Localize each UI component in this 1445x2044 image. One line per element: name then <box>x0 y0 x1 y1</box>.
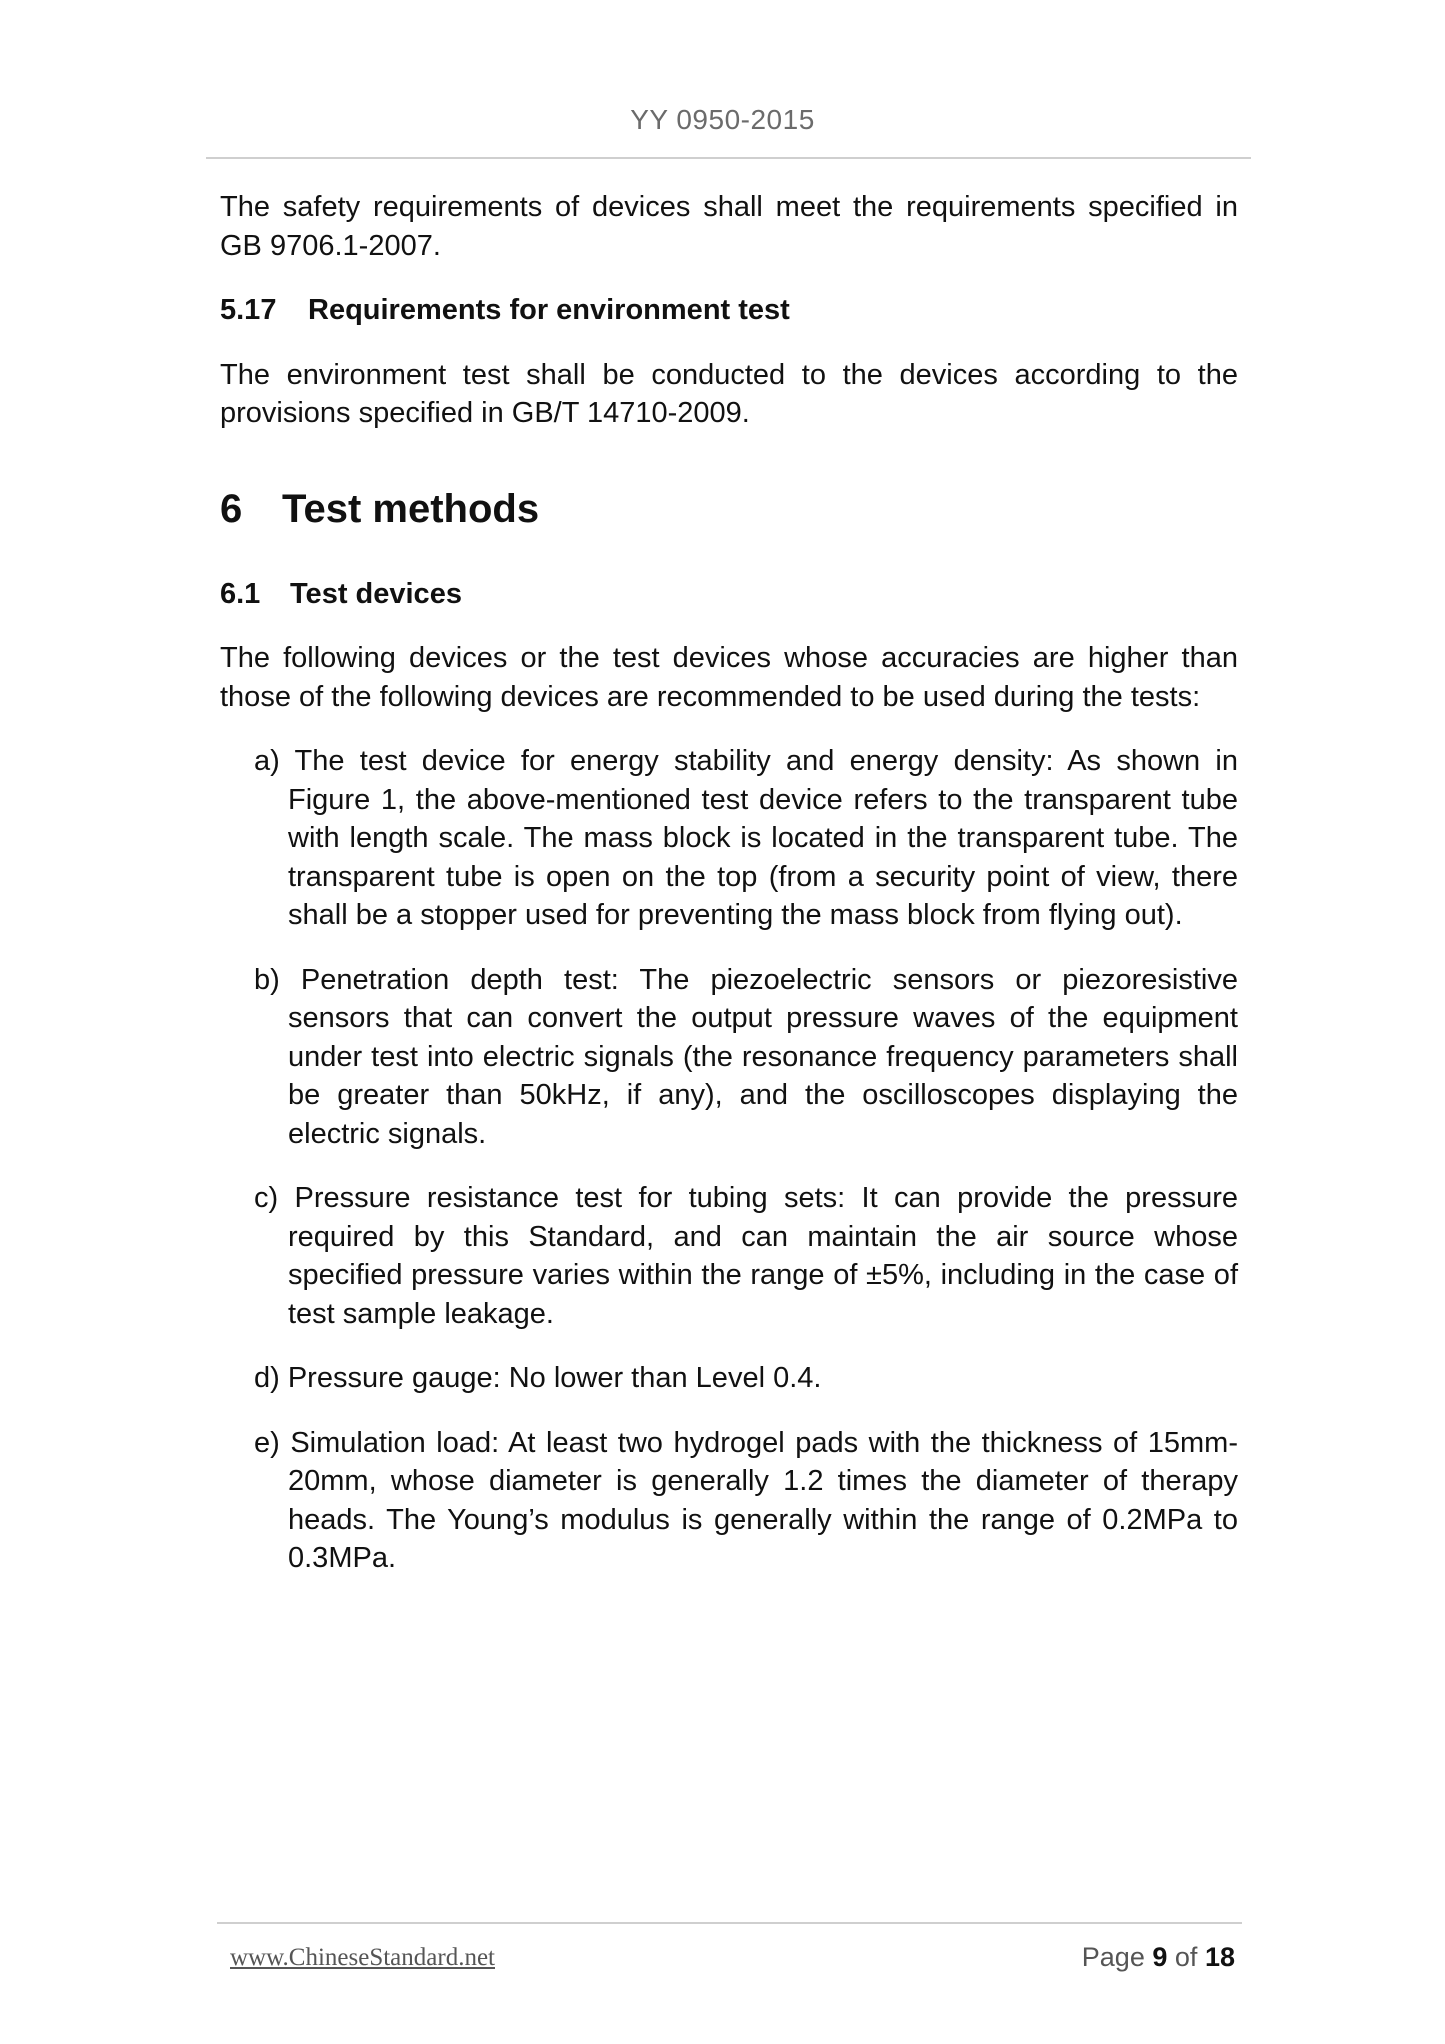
heading-number: 5.17 <box>220 294 277 326</box>
page-number <box>1082 1942 1235 1973</box>
heading-5-17 <box>220 291 1238 330</box>
list-item-d: d) Pressure gauge: No lower than Level 0.4. <box>254 1362 822 1394</box>
paragraph-intro: The following devices or the test devices whose accuracies are higher than those of the following devices are recommended to be used during the tests: <box>220 642 1238 713</box>
document-id-header: YY 0950-2015 <box>630 104 815 135</box>
list-item-b: b) Penetration depth test: The piezoelectric sensors or piezoresistive sensors that can convert the output pressure waves of the equipment under test into electric signals (the resonance frequency parameters shall be greater than 50kHz, if any), and the oscilloscopes displaying the electric signals. <box>254 963 1238 1150</box>
heading-title: Test devices <box>290 577 462 610</box>
page-of: of <box>1174 1942 1198 1972</box>
heading-title: Requirements for environment test <box>308 294 790 326</box>
page-content <box>220 188 1238 1604</box>
page-current: 9 <box>1152 1942 1168 1972</box>
heading-6 <box>220 485 1238 533</box>
page-total: 18 <box>1204 1942 1235 1972</box>
header-divider <box>206 157 1251 159</box>
heading-number: 6 <box>220 486 243 531</box>
paragraph-safety: The safety requirements of devices shall meet the requirements specified in GB 9706.1-2007. <box>220 191 1238 262</box>
heading-title: Test methods <box>282 486 540 531</box>
list-item-c: c) Pressure resistance test for tubing sets: It can provide the pressure required by this Standard, and can maintain the air source whose specified pressure varies within the range of ±5%, including in the case of test sample leakage. <box>254 1182 1238 1330</box>
heading-6-1 <box>220 575 1238 614</box>
list-item-e: e) Simulation load: At least two hydrogel pads with the thickness of 15mm-20mm, whose diameter is generally 1.2 times the diameter of therapy heads. The Young’s modulus is generally within the range of 0.2MPa to 0.3MPa. <box>254 1426 1238 1574</box>
page-prefix: Page <box>1081 1942 1145 1972</box>
paragraph-environment: The environment test shall be conducted to the devices according to the provisions specified in GB/T 14710-2009. <box>220 358 1238 429</box>
list-item-a: a) The test device for energy stability and energy density: As shown in Figure 1, the above-mentioned test device refers to the transparent tube with length scale. The mass block is located in the transparent tube. The transparent tube is open on the top (from a security point of view, there shall be a stopper used for preventing the mass block from flying out). <box>254 745 1238 931</box>
footer-divider <box>217 1922 1242 1924</box>
website-link[interactable]: www.ChineseStandard.net <box>230 1944 495 1971</box>
test-device-list <box>220 742 1238 1578</box>
heading-number: 6.1 <box>220 577 261 610</box>
